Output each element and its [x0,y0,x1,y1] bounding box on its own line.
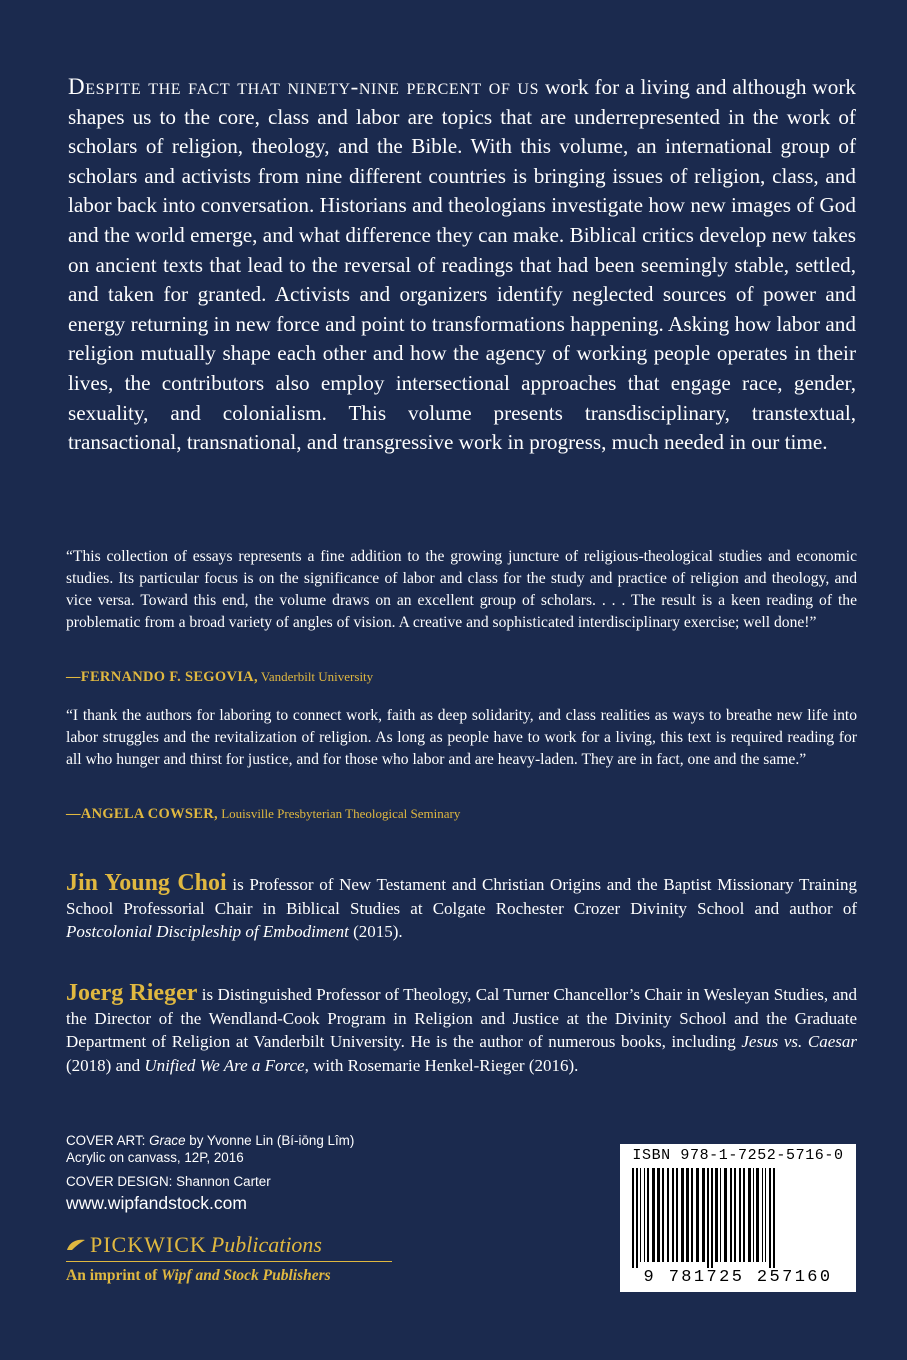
barcode-bar [652,1168,655,1262]
barcode-bar [667,1168,669,1262]
book-title: Postcolonial Discipleship of Embodiment [66,922,349,942]
barcode-bar [644,1168,645,1262]
endorser-name: —FERNANDO F. SEGOVIA, [66,669,258,685]
endorser-affiliation: Louisville Presbyterian Theological Seminary [217,806,461,821]
barcode-digits: 9 781725 257160 [643,1268,833,1287]
isbn-barcode [620,1144,856,1292]
barcode-bar [734,1168,736,1262]
barcode-bar [676,1168,678,1262]
barcode-bar [769,1168,771,1268]
publisher-name: PICKWICK Publications [66,1232,392,1262]
barcode-bar [691,1168,693,1262]
barcode-bars [628,1168,848,1268]
barcode-bar [647,1168,649,1262]
description-text: work for a living and although work shapes us to the core, class and labor are topics that are underrepresented in the work of scholars of religion, theology, and the Bible. With this volume, an international group of scholars and activists from nine different countries is bringing issues of religion, class, and labor back into conversation. Historians and theologians investigate how new images of God and the world emerge, and what difference they can make. Biblical critics develop new takes on ancient texts that lead to the reversal of readings that had been seemingly stable, settled, and taken for granted. Activists and organizers identify neglected sources of power and energy returning in new force and point to transformations happening. Asking how labor and religion mutually shape each other and how the agency of working people operates in their lives, the contributors also employ intersectional approaches that engage race, gender, sexuality, and colonialism. This volume presents transdisciplinary, transtextual, transactional, transnational, and transgressive work in progress, much needed in our time. [68,75,856,455]
author-name: Joerg Rieger [66,980,198,1006]
barcode-bar [720,1168,721,1262]
barcode-bar [743,1168,745,1262]
barcode-bar [696,1168,699,1262]
publisher-website[interactable]: www.wipfandstock.com [66,1192,247,1213]
endorsement-attribution-2 [66,805,460,823]
barcode-bar [739,1168,741,1262]
publisher-logo [66,1232,396,1286]
book-title: Jesus vs. Caesar [741,1032,858,1052]
isbn-label: ISBN 978-1-7252-5716-0 [632,1147,844,1164]
barcode-bar [724,1168,727,1262]
description-lead: Despite the fact that ninety-nine percent of us [68,74,540,99]
barcode-bar [686,1168,689,1262]
barcode-bar [672,1168,674,1262]
endorser-name: —ANGELA COWSER, [66,806,218,822]
barcode-bar [707,1168,709,1268]
barcode-bar [748,1168,751,1262]
barcode-bar [711,1168,713,1268]
barcode-bar [765,1168,766,1262]
endorsement-quote-1: “This collection of essays represents a fine addition to the growing juncture of religious-theological studies and economic studies. Its particular focus is on the significance of labor and class for the study and practice of religion and theology, and vice versa. Toward this end, the volume draws on an excellent group of scholars. . . . The result is a keen reading of the problematic from a broad variety of angles of vision. A creative and sophisticated interdisciplinary exercise; well done!” [66,548,857,631]
book-title: Unified We Are a Force [144,1055,305,1075]
endorsement-attribution-1 [66,668,373,686]
barcode-bar [730,1168,732,1262]
book-description [68,72,856,458]
barcode-bar [657,1168,660,1262]
barcode-bar [702,1168,705,1262]
barcode-bar [762,1168,763,1262]
barcode-bar [662,1168,664,1262]
publisher-imprint: An imprint of Wipf and Stock Publishers [66,1267,331,1284]
barcode-bar [640,1168,641,1262]
barcode-bar [753,1168,754,1262]
leaf-icon [66,1238,86,1252]
author-bio-2: Joerg Rieger is Distinguished Professor of Theology, Cal Turner Chancellor’s Chair in Wesleyan Studies, and the Director of the Wendland-Cook Program in Religion and Justice at the Divinity School and the Graduate Department of Religion at Vanderbilt University. He is the author of numerous books, including Jesus vs. Caesar (2018) and Unified We Are a Force, with Rosemarie Henkel-Rieger (2016). [66,980,858,1075]
barcode-bar [756,1168,759,1262]
author-name: Jin Young Choi [66,870,227,896]
barcode-bar [715,1168,718,1262]
barcode-bar [632,1168,634,1268]
barcode-bar [681,1168,684,1262]
endorsement-quote-2: “I thank the authors for laboring to connect work, faith as deep solidarity, and class realities as ways to breathe new life into labor struggles and the revitalization of religion. As long as people have to work for a living, this text is required reading for all who hunger and thirst for justice, and for those who labor and are heavy-laden. They are in fact, one and the same.” [66,707,857,768]
cover-credits [66,1133,446,1214]
author-bio-1: Jin Young Choi is Professor of New Testament and Christian Origins and the Baptist Missionary Training School Professorial Chair in Biblical Studies at Colgate Rochester Crozer Divinity School and author of Postcolonial Discipleship of Embodiment (2015). [66,870,857,942]
cover-art-credit: COVER ART: Grace by Yvonne Lin (Bí-iōng Lîm) [66,1133,355,1148]
endorser-affiliation: Vanderbilt University [257,669,374,684]
barcode-bar [773,1168,775,1268]
cover-design-credit: COVER DESIGN: Shannon Carter [66,1174,271,1189]
cover-art-medium: Acrylic on canvass, 12P, 2016 [66,1149,244,1165]
barcode-bar [636,1168,638,1268]
